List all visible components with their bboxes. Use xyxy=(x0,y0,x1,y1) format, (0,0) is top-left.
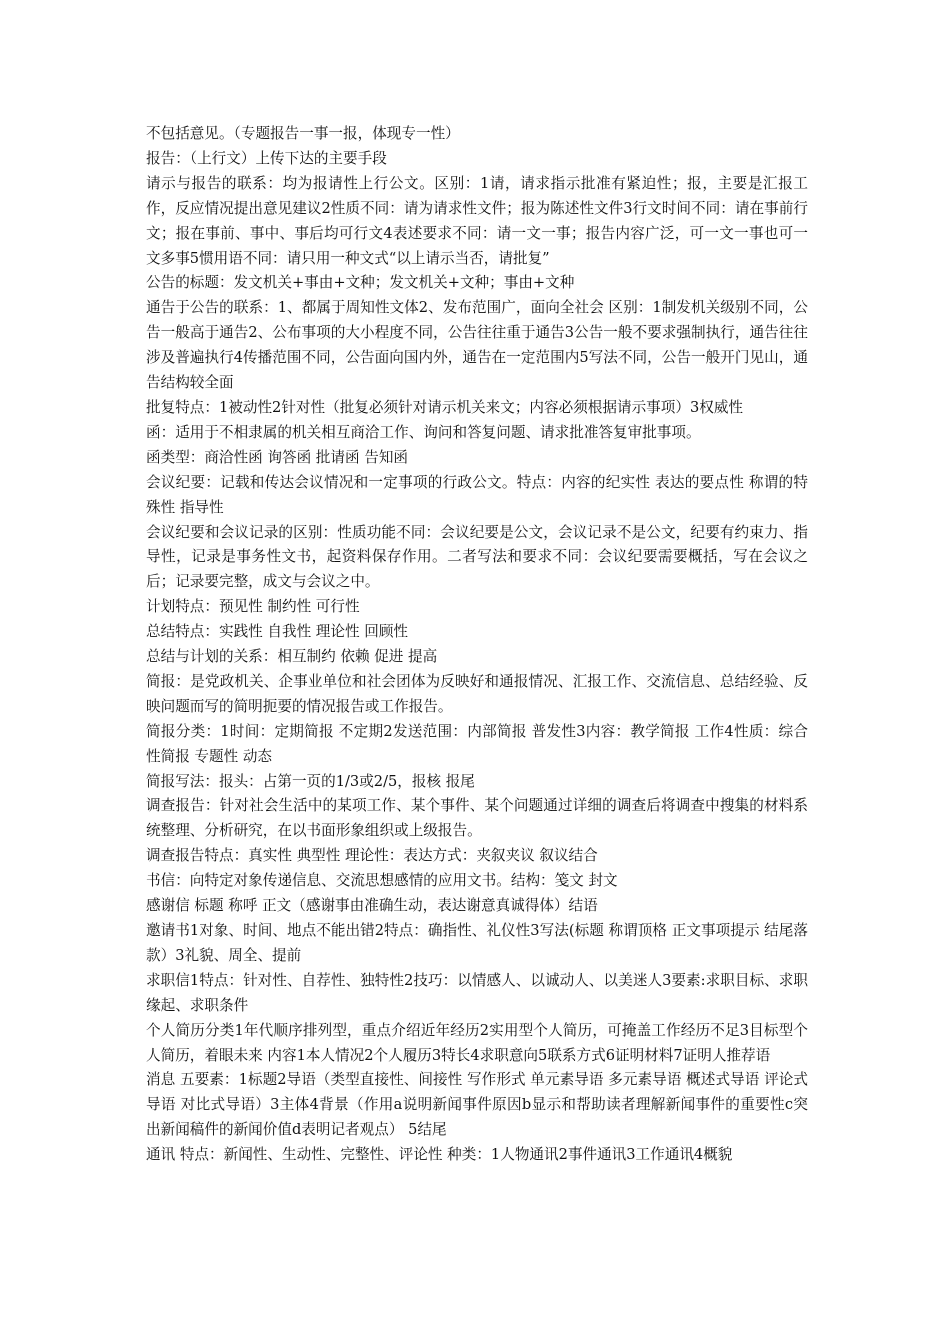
paragraph-report-definition: 报告：（上行文）上传下达的主要手段 xyxy=(146,149,387,167)
paragraph-summary-features: 总结特点：实践性 自我性 理论性 回顾性 xyxy=(146,623,409,641)
paragraph-cover-letter: 求职信1特点：针对性、自荐性、独特性2技巧：以情感人、以诚动人、以美迷人3要素:求职目标、求职缘起、求职条件 xyxy=(146,971,808,1014)
paragraph-survey-report: 调查报告：针对社会生活中的某项工作、某个事件、某个问题通过详细的调查后将调查中搜集的材料系统整理、分析研究，在以书面形象组织或上级报告。 xyxy=(146,797,808,840)
paragraph-invitation: 邀请书1对象、时间、地点不能出错2特点：确指性、礼仪性3写法(标题 称谓顶格 正文事项提示 结尾落款）3礼貌、周全、提前 xyxy=(146,922,808,964)
paragraph-briefing-writing: 简报写法：报头：占第一页的1/3或2/5，报核 报尾 xyxy=(146,772,475,790)
paragraph-minutes-vs-records: 会议纪要和会议记录的区别：性质功能不同：会议纪要是公文，会议记录不是公文，纪要有约束力、指导性，记录是事务性文书，起资料保存作用。二者写法和要求不同：会议纪要需要概括，写在会议之后；记录要完整，成文与会议之中。 xyxy=(146,523,808,591)
paragraph-announcement-title: 公告的标题：发文机关+事由+文种；发文机关+文种；事由+文种 xyxy=(146,274,575,292)
paragraph-correspondence: 书信：向特定对象传递信息、交流思想感情的应用文书。结构：笺文 封文 xyxy=(146,872,618,890)
paragraph-news-elements: 消息 五要素：1标题2导语（类型直接性、间接性 写作形式 单元素导语 多元素导语 概述式导语 评论式导语 对比式导语）3主体4背景（作用a说明新闻事件原因b显示和帮助读者理解新闻事件的重要性c突出新闻稿件的新闻价值d表明记者观点） 5结尾 xyxy=(146,1071,808,1139)
paragraph-survey-features: 调查报告特点：真实性 典型性 理论性：表达方式：夹叙夹议 叙议结合 xyxy=(146,847,598,865)
paragraph-notice-vs-announcement: 通告于公告的联系：1、都属于周知性文体2、发布范围广，面向全社会 区别：1制发机关级别不同，公告一般高于通告2、公布事项的大小程度不同，公告往往重于通告3公告一般不要求强制执行，通告往往涉及普遍执行4传播范围不同，公告面向国内外，通告在一定范围内5写法不同，公告一般开门见山，通告结构较全面 xyxy=(146,299,808,392)
paragraph-feature-story: 通讯 特点：新闻性、生动性、完整性、评论性 种类：1人物通讯2事件通讯3工作通讯4概貌 xyxy=(146,1146,733,1164)
document-body xyxy=(146,122,808,1168)
paragraph-reply-features: 批复特点：1被动性2针对性（批复必须针对请示机关来文；内容必须根据请示事项）3权威性 xyxy=(146,398,744,416)
paragraph-resume: 个人简历分类1年代顺序排列型，重点介绍近年经历2实用型个人简历，可掩盖工作经历不足3目标型个人简历，着眼未来 内容1本人情况2个人履历3特长4求职意向5联系方式6证明材料7证明人推荐语 xyxy=(146,1021,808,1064)
paragraph-briefing-definition: 简报：是党政机关、企事业单位和社会团体为反映好和通报情况、汇报工作、交流信息、总结经验、反映问题而写的简明扼要的情况报告或工作报告。 xyxy=(146,672,808,715)
paragraph-opinion-note: 不包括意见。（专题报告一事一报，体现专一性） xyxy=(146,125,460,142)
paragraph-request-vs-report: 请示与报告的联系：均为报请性上行公文。区别：1请，请求指示批准有紧迫性；报，主要是汇报工作，反应情况提出意见建议2性质不同：请为请求性文件；报为陈述性文件3行文时间不同：请在事前行文；报在事前、事中、事后均可行文4表述要求不同：请一文一事；报告内容广泛，可一文一事也可一文多事5惯用语不同：请只用一种文式“以上请示当否，请批复” xyxy=(146,174,808,267)
paragraph-summary-plan-relation: 总结与计划的关系：相互制约 依赖 促进 提高 xyxy=(146,648,438,666)
paragraph-thank-you-letter: 感谢信 标题 称呼 正文（感谢事由准确生动，表达谢意真诚得体）结语 xyxy=(146,897,598,915)
paragraph-letter-definition: 函：适用于不相隶属的机关相互商洽工作、询问和答复问题、请求批准答复审批事项。 xyxy=(146,423,701,441)
paragraph-meeting-minutes: 会议纪要：记载和传达会议情况和一定事项的行政公文。特点：内容的纪实性 表达的要点性 称谓的特殊性 指导性 xyxy=(146,473,808,516)
paragraph-briefing-types: 简报分类：1时间：定期简报 不定期2发送范围：内部简报 普发性3内容：教学简报 工作4性质：综合性简报 专题性 动态 xyxy=(146,722,808,765)
paragraph-plan-features: 计划特点：预见性 制约性 可行性 xyxy=(146,598,360,616)
paragraph-letter-types: 函类型：商洽性函 询答函 批请函 告知函 xyxy=(146,448,409,466)
